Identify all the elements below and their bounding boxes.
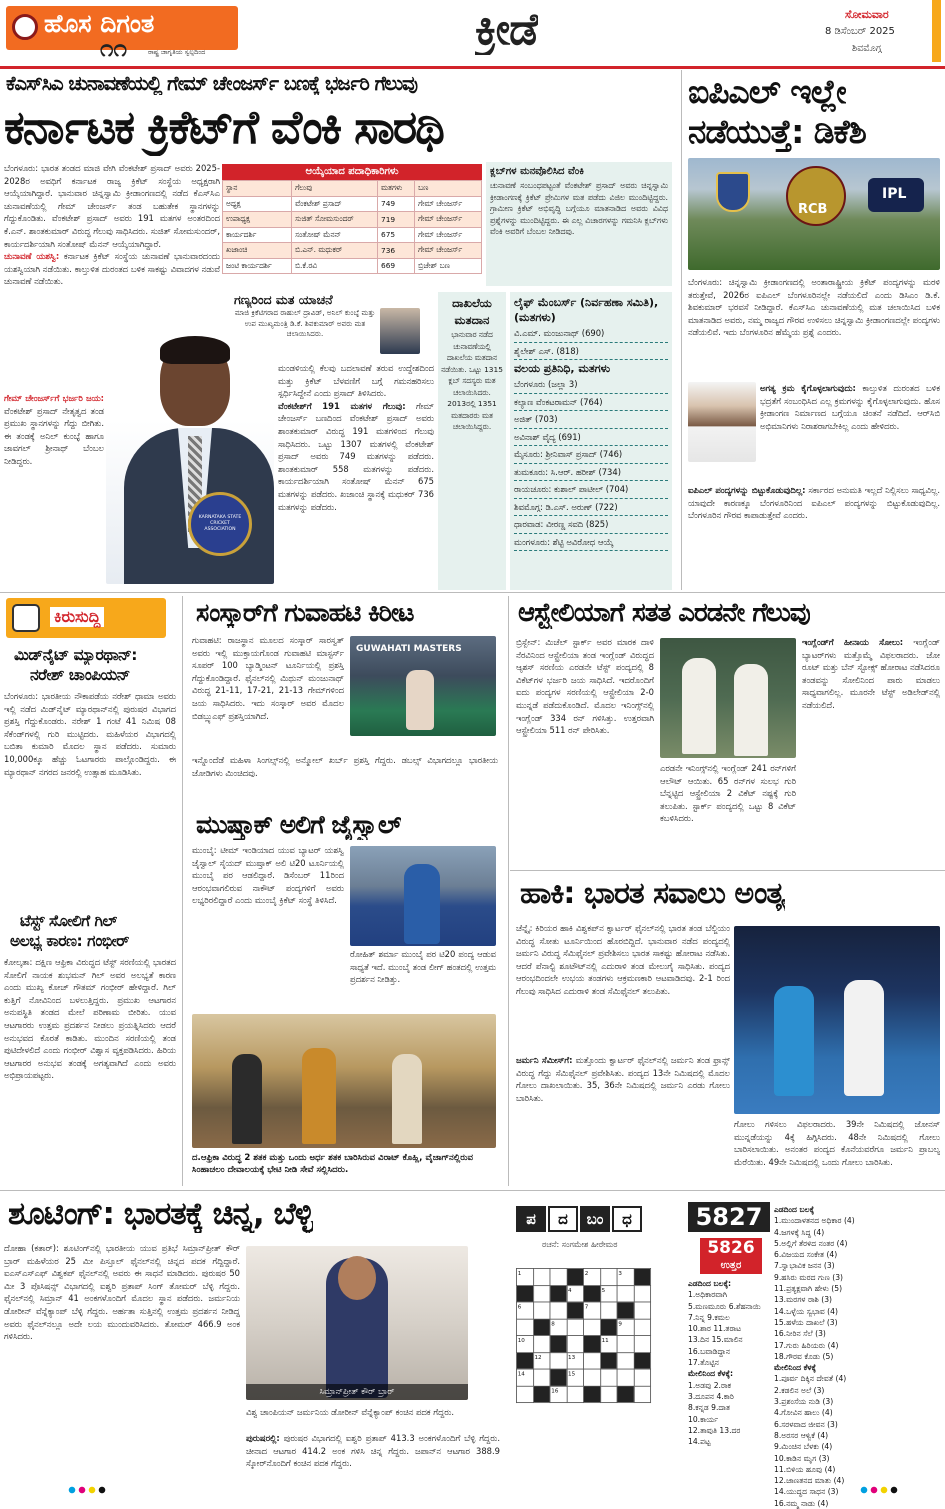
clue-item: 14.ಯುದ್ಧದ ಸಾಧನ (3) <box>774 1487 839 1497</box>
life-box-title: ಲೈಫ್ ಮೆಂಬರ್ಸ್ (ನಿರ್ವಹಣಾ ಸಮಿತಿ), (ಮತಗಳು) <box>514 296 659 324</box>
lead-body-3: ವೆಂಕಟೇಶ್ ಪ್ರಸಾದ್ ನೇತೃತ್ವದ ತಂಡ ಪ್ರಮುಖ ಸ್ಥಾನಗಳನ್ನು ಗೆದ್ದು ಬೀಗಿತು. ಈ ತಂಡಕ್ಕೆ ಅನಿಲ್ ಕುಂಬ್ಳೆ ಹಾಗೂ ಜಾವಗಲ್ ಶ್ರೀನಾಥ್ ಬೆಂಬಲ ನೀಡಿದ್ದರು. <box>4 405 104 466</box>
crossword-row <box>516 1336 650 1353</box>
crossword-cell[interactable] <box>550 1268 567 1285</box>
divider-kiru <box>182 596 183 1186</box>
voting-box <box>438 292 506 590</box>
masthead-day: ಸೋಮವಾರ <box>845 8 889 21</box>
crossword-cell[interactable] <box>516 1319 533 1336</box>
venkatesh-prasad-photo <box>106 332 274 584</box>
divider-mid <box>508 596 509 1186</box>
kohli-caption: ದ.ಆಫ್ರಿಕಾ ವಿರುದ್ಧ 2 ಶತಕ ಮತ್ತು ಒಂದು ಅರ್ಧ ಶತಕ ಬಾರಿಸಿರುವ ವಿರಾಟ್ ಕೊಹ್ಲಿ, ವೈಜಾಗ್‌ನಲ್ಲಿರುವ ಸಿಂಹಾಚಲಂ ದೇವಾಲಯಕ್ಕೆ ಭೇಟಿ ನೀಡಿ ಸೇವೆ ಸಲ್ಲಿಸಿದರು. <box>192 1153 474 1175</box>
clue-item: 1.ಮುಂದಾಳತನದ ಅಧಿಕಾರ (4) <box>774 1216 855 1226</box>
clue-item: 1.ಪೂರ್ವ ದಿಕ್ಕಿನ ದೇವತೆ (4) <box>774 1374 847 1384</box>
clue-item: 12.ಜಾಣತನದ ಮಾತು (4) <box>774 1476 845 1486</box>
aus-sub: ಇಂಗ್ಲೆಂಡ್‌ಗೆ ಹೀನಾಯ ಸೋಲು: <box>802 637 904 647</box>
mushtaq-body-2: ರೋಹಿತ್ ಶರ್ಮಾ ಮುಂಬೈ ಪರ ಟಿ20 ಪಂದ್ಯ ಆಡುವ ಸಾಧ್ಯತೆ ಇದೆ. ಮುಂಬೈ ತಂಡ ಲೀಗ್ ಹಂತದಲ್ಲಿ ಉತ್ತಮ ಪ್ರದರ್ಶನ ನೀಡಿತ್ತು. <box>350 949 496 985</box>
masthead-rule <box>0 66 945 69</box>
puzzle-number-current: 5827 <box>688 1202 770 1232</box>
photo-hair <box>160 336 230 364</box>
cell: ಗೇಮ್ ಚೇಂಜರ್ಸ್ <box>415 227 482 243</box>
answer-item: 3.ದೂಪನ 4.ಕಾರಿ <box>688 1391 734 1401</box>
ipl-body-bottom <box>688 484 940 588</box>
answer-item: 10.ಕಾರ್ಯ <box>688 1414 719 1424</box>
crossword-block-cell <box>567 1302 584 1319</box>
crossword-block-cell <box>516 1285 533 1302</box>
crossword-cell[interactable] <box>584 1319 601 1336</box>
lead-body-2: ಕರ್ನಾಟಕ ಕ್ರಿಕೆಟ್ ಸಂಸ್ಥೆಯ ಚುನಾವಣೆ ಭಾನುವಾರದಂದು ಯಶಸ್ವಿಯಾಗಿ ನಡೆಯಿತು. ಕಾಲ್ತುಳಿತ ದುರಂತದ ಬಳಿಕ ಸಾಕಷ್ಟು ವಿವಾದಗಳ ನಡುವೆ ಚುನಾವಣೆ ನಡೆಯಿತು. <box>4 251 220 287</box>
crossword-cell[interactable] <box>533 1369 550 1386</box>
lead-kicker: ಕೆಎಸ್‌ಸಿಎ ಚುನಾವಣೆಯಲ್ಲಿ ಗೇಮ್ ಚೇಂಜರ್ಸ್ ಬಣಕ್ಕೆ ಭರ್ಜರಿ ಗೆಲುವು <box>6 72 418 95</box>
officials-header-row <box>223 181 482 197</box>
puzzle-title <box>516 1206 654 1234</box>
answer-item: 10.ಶಾರ 11.ತರಾಟ <box>688 1324 742 1334</box>
zone-item: ಅವಿನಾಶ್ ವೈದ್ಯ (691) <box>514 429 668 447</box>
kiru-suddi <box>0 596 180 1186</box>
crossword-row <box>516 1319 650 1336</box>
crossword-row <box>516 1302 650 1319</box>
shooting-body-3-block <box>246 1432 500 1484</box>
section-title: ಕ್ರೀಡೆ <box>475 4 538 55</box>
masthead-date: 8 ಡಿಸೆಂಬರ್ 2025 <box>825 26 895 37</box>
puzzle-byline: ರಚನೆ: ಸಂಗಮೇಶ ಹೀರೇಮಠ <box>542 1240 618 1249</box>
crossword-cell[interactable] <box>567 1336 584 1353</box>
puzzle-title-letter: ದ <box>548 1206 578 1232</box>
clue-item: 9.ಹಸಿರು ಮರದ ಗುಣ (3) <box>774 1272 844 1282</box>
officials-header: ಸ್ಥಾನ <box>223 181 292 197</box>
badminton-photo <box>350 636 496 736</box>
cell: 669 <box>378 258 415 274</box>
crossword-block-cell <box>634 1352 651 1369</box>
player-figure <box>406 670 434 730</box>
cell: ಗೇಮ್ ಚೇಂಜರ್ಸ್ <box>415 212 482 228</box>
life-member-item: ಶೈಲೇಶ್ ಎಸ್. (818) <box>514 343 668 361</box>
zone-title: ವಲಯ ಪ್ರತಿನಿಧಿ, ಮತಗಳು <box>514 362 611 375</box>
clue-item: 16.ನಮ್ಮ ನಾಡು (4) <box>774 1498 829 1508</box>
crossword-cell[interactable] <box>600 1268 617 1285</box>
crossword-block-cell <box>584 1386 601 1403</box>
hockey-sub: ಜರ್ಮನಿ ಸೆಮೀಸ್‌ಗೆ: <box>516 1055 573 1065</box>
lead-sub-2: ಗೇಮ್ ಚೇಂಜರ್ಸ್‌ಗೆ ಭರ್ಜರಿ ಜಯ: <box>4 393 104 403</box>
answer-item: 8.ಕನ್ನಡ 9.ದಾತ <box>688 1403 731 1413</box>
clue-item: 15.ಹಳೆಯ ದಾಖಲೆ (3) <box>774 1317 838 1327</box>
clue-item: 8.ಅರಸರ ಆಳ್ವಿಕೆ (4) <box>774 1430 829 1440</box>
stadium-photo <box>688 158 940 270</box>
cell: ಅಧ್ಯಕ್ಷ <box>223 196 292 212</box>
hockey-headline: ಹಾಕಿ: ಭಾರತ ಸವಾಲು ಅಂತ್ಯ <box>520 876 786 911</box>
group-figure <box>232 1054 262 1144</box>
lead-body-1: ಬೆಂಗಳೂರು: ಭಾರತ ತಂಡದ ಮಾಜಿ ವೇಗಿ ವೆಂಕಟೇಶ್ ಪ್ರಸಾದ್ ಅವರು 2025-2028ರ ಅವಧಿಗೆ ಕರ್ನಾಟಕ ರಾಜ್ಯ ಕ್ರಿಕೆಟ್ ಸಂಸ್ಥೆಯ ಅಧ್ಯಕ್ಷರಾಗಿ ಆಯ್ಕೆಯಾಗಿದ್ದಾರೆ. ಭಾನುವಾರ ಚಿನ್ನಸ್ವಾಮಿ ಕ್ರೀಡಾಂಗಣದಲ್ಲಿ ನಡೆದ ಕೆಎಸ್‌ಸಿಎ ಚುನಾವಣೆಯಲ್ಲಿ ಗೇಮ್ ಚೇಂಜರ್ಸ್ ತಂಡ ಬಹುತೇಕ ಸ್ಥಾನಗಳನ್ನು ಗೆದ್ದುಕೊಂಡಿತು. ವೆಂಕಟೇಶ್ ಪ್ರಸಾದ್ ಅವರು 191 ಮತಗಳ ಅಂತರದಿಂದ ಕೆ.ಎನ್. ಶಾಂತಕುಮಾರ್ ವಿರುದ್ಧ ಗೆಲುವು ಸಾಧಿಸಿದರು. ಸುಜಿತ್ ಸೋಮಸುಂದರ್, ಕಾರ್ಯದರ್ಶಿಯಾಗಿ ಸಂತೋಷ್ ಮೆನನ್ ಆಯ್ಕೆಯಾಗಿದ್ದಾರೆ. <box>4 163 220 249</box>
page-number: ೧೧ <box>100 34 127 62</box>
sanskar-body-2: ಇನ್ನೊಂದೆಡೆ ಮಹಿಳಾ ಸಿಂಗಲ್ಸ್‌ನಲ್ಲಿ ಅನ್ಮೋಲ್ ಖರ್ಬ್ ಪ್ರಶಸ್ತಿ ಗೆದ್ದರು. ಡಬಲ್ಸ್ ವಿಭಾಗದಲ್ಲೂ ಭಾರತೀಯ ಜೋಡಿಗಳು ಮಿಂಚಿದವು. <box>192 755 498 778</box>
clue-item: ಮೇಲಿನಿಂದ ಕೆಳಕ್ಕೆ <box>774 1363 816 1373</box>
registration-marks-left <box>68 1486 128 1494</box>
crossword-cell[interactable] <box>600 1386 617 1403</box>
club-box <box>486 162 672 286</box>
zone-item: ಶಿವಮೊಗ್ಗ: ಡಿ.ಎಸ್. ಅರುಣ್ (722) <box>514 499 668 517</box>
rcb-logo <box>786 166 846 226</box>
clue-item: 4.ಜಗಳಕ್ಕೆ ಸಿದ್ಧ (4) <box>774 1227 825 1237</box>
divider-row1 <box>0 592 945 593</box>
clues-title: ಎಡದಿಂದ ಬಲಕ್ಕೆ <box>774 1205 815 1214</box>
puzzle-number-prev: 5826 <box>700 1238 762 1258</box>
dravid-box <box>234 292 420 356</box>
officials-row <box>223 258 482 274</box>
puzzle-prev-label: ಉತ್ತರ <box>700 1258 762 1274</box>
crossword-row <box>516 1285 650 1302</box>
crossword-cell[interactable] <box>584 1369 601 1386</box>
clue-item: 6.ಸರಳವಾದ ಜೀವನ (3) <box>774 1419 838 1429</box>
hockey-body-2: ಮತ್ತೊಂದು ಕ್ವಾರ್ಟರ್ ಫೈನಲ್‌ನಲ್ಲಿ ಜರ್ಮನಿ ತಂಡ ಫ್ರಾನ್ಸ್ ವಿರುದ್ಧ ಗೆದ್ದು ಸೆಮಿಫೈನಲ್ ಪ್ರವೇಶಿಸಿತು. ಪಂದ್ಯದ 13ನೇ ನಿಮಿಷದಲ್ಲಿ ಮೊದಲ ಗೋಲು ದಾಖಲಾಯಿತು. 35, 36ನೇ ನಿಮಿಷದಲ್ಲಿ ಜರ್ಮನಿ ಎರಡು ಗೋಲು ಬಾರಿಸಿತು. <box>516 1055 730 1103</box>
cell: ವೆಂಕಟೇಶ್ ಪ್ರಸಾದ್ <box>292 196 378 212</box>
kiru-h1a: ಮಿಡ್‌ನೈಟ್ ಮ್ಯಾರಥಾನ್: <box>14 646 138 664</box>
lead-sub-3: ವೆಂಕಟೇಶ್‌ಗೆ 191 ಮತಗಳ ಗೆಲುವು: <box>278 400 406 411</box>
crossword-cell[interactable] <box>617 1369 634 1386</box>
clue-item: 17.ಗುರು ಹಿರಿಯರು (4) <box>774 1340 839 1350</box>
ipl-body-2: ಕಾಲ್ತುಳಿತ ದುರಂತದ ಬಳಿಕ ಭದ್ರತೆಗೆ ಸಂಬಂಧಿಸಿದ ಎಲ್ಲ ಕ್ರಮಗಳನ್ನು ಕೈಗೊಳ್ಳಲಾಗುವುದು. ಹೊಸ ಕ್ರೀಡಾಂಗಣ ನಿರ್ಮಾಣದ ಬಗ್ಗೆಯೂ ಚಿಂತನೆ ನಡೆದಿದೆ. ಆರ್‌ಸಿಬಿ ಅಭಿಮಾನಿಗಳು ನಿರಾಶರಾಗಬೇಕಿಲ್ಲ ಎಂದು ಹೇಳಿದರು. <box>760 383 940 431</box>
clue-item: 11.ಪ್ರತ್ಯಕ್ಷವಾಗಿ ಹೇಳು (5) <box>774 1284 843 1294</box>
logo-emblem-icon <box>12 14 38 40</box>
zone-item: ಮೈಸೂರು: ಶ್ರೀನಿವಾಸ್ ಪ್ರಸಾದ್ (746) <box>514 446 668 464</box>
cell: 736 <box>378 243 415 259</box>
crossword-cell[interactable] <box>584 1352 601 1369</box>
shooting-body-3: ಪುರುಷರ ವಿಭಾಗದಲ್ಲಿ ಐಶ್ವರಿ ಪ್ರತಾಪ್ 413.3 ಅಂಕಗಳೊಂದಿಗೆ ಬೆಳ್ಳಿ ಗೆದ್ದರು. ಚೀನಾದ ಆಟಗಾರ 414.2 ಅಂಕ ಗಳಿಸಿ ಚಿನ್ನ ಗೆದ್ದರು. ಜಪಾನ್‌ನ ಆಟಗಾರ 388.9 ಸ್ಕೋರ್‌ನೊಂದಿಗೆ ಕಂಚಿನ ಪದಕ ಗೆದ್ದರು. <box>246 1433 500 1469</box>
crossword-cell[interactable]: 1 <box>516 1268 533 1285</box>
kiru-label-box <box>6 598 166 638</box>
hockey-body-3: ಗೋಲು ಗಳಿಸಲು ವಿಫಲರಾದರು. 39ನೇ ನಿಮಿಷದಲ್ಲಿ ಜೋನಸ್ ಮುನ್ನಡೆಯನ್ನು 4ಕ್ಕೆ ಹಿಗ್ಗಿಸಿದರು. 48ನೇ ನಿಮಿಷದಲ್ಲಿ ಗೋಲು ಬಾರಿಸಲಾಯಿತು. ಅನಂತರ ಪಂದ್ಯದ ಕೊನೆಯವರೆಗೂ ಜರ್ಮನಿ ಪ್ರಾಬಲ್ಯ ಮೆರೆಯಿತು. 49ನೇ ನಿಮಿಷದಲ್ಲಿ ಒಂದು ಗೋಲು ಬಾರಿಸಿತು. <box>734 1119 940 1167</box>
aus-story <box>512 596 942 868</box>
crossword-block-cell <box>533 1319 550 1336</box>
answer-item: 16.ಬವಾಡಿದ್ದಾನ <box>688 1346 731 1356</box>
crossword-cell[interactable] <box>634 1386 651 1403</box>
group-figure <box>302 1048 336 1144</box>
puzzle-title-letter: ಧ <box>612 1206 642 1232</box>
answer-item: 17.ತೊಟ್ಟಿನ <box>688 1358 719 1368</box>
life-box <box>510 292 672 590</box>
ipl-headline-2: ನಡೆಯುತ್ತೆ: ಡಿಕೆಶಿ <box>688 112 866 151</box>
crossword-cell[interactable]: 8 <box>550 1319 567 1336</box>
crossword-cell[interactable] <box>634 1285 651 1302</box>
crossword-cell[interactable] <box>600 1302 617 1319</box>
crossword-block-cell <box>550 1369 567 1386</box>
hockey-body-2-block <box>516 1054 730 1184</box>
ipl-body-top: ಬೆಂಗಳೂರು: ಚಿನ್ನಸ್ವಾಮಿ ಕ್ರೀಡಾಂಗಣದಲ್ಲಿ ಅಂತಾರಾಷ್ಟ್ರೀಯ ಕ್ರಿಕೆಟ್ ಪಂದ್ಯಗಳನ್ನು ಮರಳಿ ತರುತ್ತೇವೆ, 2026ರ ಐಪಿಎಲ್ ಬೆಂಗಳೂರಿನಲ್ಲೇ ನಡೆಯಲಿದೆ ಎಂದು ಡಿಸಿಎಂ ಡಿ.ಕೆ. ಶಿವಕುಮಾರ್ ಭರವಸೆ ನೀಡಿದ್ದಾರೆ. ಕೆಎಸ್‌ಸಿಎ ಚುನಾವಣೆಯಲ್ಲಿ ಮತ ಚಲಾಯಿಸಿದ ಬಳಿಕ ಮಾತನಾಡಿದ ಅವರು, ನಮ್ಮ ರಾಜ್ಯದ ಗೌರವ ಉಳಿಸಲು ಚಿನ್ನಸ್ವಾಮಿ ಕ್ರೀಡಾಂಗಣದಲ್ಲೇ ಪಂದ್ಯಗಳು ನಡೆಯಲಿವೆ. ಇದು ಬೆಂಗಳೂರಿನ ಹೆಮ್ಮೆಯ ಪ್ರಶ್ನೆ ಎಂದರು. <box>688 277 940 338</box>
cell: 749 <box>378 196 415 212</box>
clue-item: 6.ವಿಜಯದ ಸಂಕೇತ (4) <box>774 1250 838 1260</box>
answer-item: ಮೇಲಿನಿಂದ ಕೆಳಕ್ಕೆ: <box>688 1369 734 1379</box>
clue-item: 18.ಗೌರವ ಕೊಡು (5) <box>774 1351 834 1361</box>
registration-marks-right <box>860 1486 920 1494</box>
ipl-body-mid <box>760 382 940 482</box>
zone-item: ತುಮಕೂರು: ಸಿ.ಆರ್. ಹರೀಶ್ (734) <box>514 464 668 482</box>
cell: ಬ್ರಿಜೇಶ್ ಬಣ <box>415 258 482 274</box>
crossword-row <box>516 1369 650 1386</box>
crossword-cell[interactable] <box>600 1369 617 1386</box>
crossword-cell[interactable]: 10 <box>516 1336 533 1353</box>
puzzle-title-letter: ಪ <box>516 1206 546 1232</box>
officials-row <box>223 212 482 228</box>
masthead-city: ಶಿವಮೊಗ್ಗ <box>852 43 882 54</box>
zone-item: ಬೆಂಗಳೂರು (ಜಲ್ಲಾ 3) <box>514 376 668 394</box>
crossword-block-cell <box>516 1352 533 1369</box>
ipl-sub-2: ಐಪಿಎಲ್ ಪಂದ್ಯಗಳನ್ನು ಬಿಟ್ಟುಕೊಡುವುದಿಲ್ಲ: <box>688 485 806 495</box>
crossword-cell[interactable]: 15 <box>567 1369 584 1386</box>
simranpreet-photo <box>246 1246 468 1400</box>
photo-banner-text: GUWAHATI MASTERS <box>356 644 462 654</box>
clue-item: 3.ಪ್ರಶಂಸೆಯ ನುಡಿ (3) <box>774 1397 834 1407</box>
puzzle-section <box>512 1194 942 1508</box>
officials-row <box>223 196 482 212</box>
puzzle-title-letter: ಬಂ <box>580 1206 610 1232</box>
kohli-photo-block <box>192 1014 502 1184</box>
cell: ಸುಜಿತ್ ಸೋಮಸುಂದರ್ <box>292 212 378 228</box>
cell: ಖಜಾಂಚಿ <box>223 243 292 259</box>
dk-shivakumar-photo <box>688 382 756 462</box>
photo-caption: ಸಿಮ್ರಾನ್‌ಪ್ರೀತ್ ಕೌರ್ ಬ್ರಾರ್ <box>246 1384 468 1400</box>
kiru-label: ಕಿರುಸುದ್ದಿ <box>50 607 104 627</box>
crossword-cell[interactable]: 16 <box>550 1386 567 1403</box>
lead-body-4: ಮಂಡಳಿಯಲ್ಲಿ ಕೆಲವು ಬದಲಾವಣೆ ತರುವ ಉದ್ದೇಶದಿಂದ ಮತ್ತು ಕ್ರಿಕೆಟ್ ಬೆಳವಣಿಗೆ ಬಗ್ಗೆ ಗಮನಹರಿಸಲು ಸ್ಪರ್ಧಿಸಿದ್ದೇನೆ ಎಂದು ಪ್ರಸಾದ್ ತಿಳಿಸಿದರು. <box>278 363 434 399</box>
clue-item: 13.ಮರಗಳ ರಾಶಿ (3) <box>774 1295 832 1305</box>
ipl-logo <box>868 178 924 212</box>
jaiswal-photo <box>350 846 496 946</box>
clue-item: 11.ಬಿಳಿಯ ಹೂವು (4) <box>774 1464 836 1474</box>
ipl-story <box>684 70 942 590</box>
zone-item: ಕಲ್ಯಾಣ ವೆಂಕಟರಾಮನ್ (764) <box>514 394 668 412</box>
ipl-sub-1: ಅಗತ್ಯ ಕ್ರಮ ಕೈಗೊಳ್ಳಲಾಗುವುದು: <box>760 383 856 393</box>
divider-row2 <box>0 1190 945 1191</box>
mushtaq-story <box>186 810 506 1010</box>
officials-table <box>222 180 482 274</box>
crossword-cell[interactable] <box>567 1319 584 1336</box>
dravid-box-body: ಮಾಜಿ ಕ್ರಿಕೆಟಿಗರಾದ ರಾಹುಲ್ ದ್ರಾವಿಡ್, ಅನಿಲ್ ಕುಂಬ್ಳೆ ಮತ್ತು ಉಪ ಮುಖ್ಯಮಂತ್ರಿ ಡಿ.ಕೆ. ಶಿವಕುಮಾರ್ ಅವರು ಮತ ಚಲಾಯಿಸಿದರು. <box>234 308 376 338</box>
crossword-block-cell <box>584 1336 601 1353</box>
cell: ಜಂಟಿ ಕಾರ್ಯದರ್ಶಿ <box>223 258 292 274</box>
answers-title: ಎಡದಿಂದ ಬಲಕ್ಕೆ: <box>688 1279 732 1288</box>
shooting-body-2: ವಿಶ್ವ ಚಾಂಪಿಯನ್ ಜರ್ಮನಿಯ ಡೋರೀನ್ ವೆನ್ನೆಕ್ಯಾಂಪ್ ಕಂಚಿನ ಪದಕ ಗೆದ್ದರು. <box>246 1407 455 1417</box>
crossword-block-cell <box>600 1319 617 1336</box>
cell: 675 <box>378 227 415 243</box>
officials-row <box>223 243 482 259</box>
ksca-emblem-text: KARNATAKA STATE CRICKET ASSOCIATION <box>198 515 242 532</box>
voting-box-body: ಭಾನುವಾರ ನಡೆದ ಚುನಾವಣೆಯಲ್ಲಿ ದಾಖಲೆಯ ಮತದಾನ ನಡೆಯಿತು. ಒಟ್ಟು 1315 ಕ್ಲಬ್ ಸದಸ್ಯರು ಮತ ಚಲಾಯಿಸಿದರು. 2013ರಲ್ಲಿ 1351 ಮತದಾರರು ಮತ ಚಲಾಯಿಸಿದ್ದರು. <box>441 330 503 431</box>
ksca-emblem-icon <box>188 492 252 556</box>
hockey-body: ಚೆನ್ನೈ: ಕಿರಿಯರ ಹಾಕಿ ವಿಶ್ವಕಪ್‌ನ ಕ್ವಾರ್ಟರ್ ಫೈನಲ್‌ನಲ್ಲಿ ಭಾರತ ತಂಡ ಬೆಲ್ಜಿಯಂ ವಿರುದ್ಧ ಸೋತು ಟೂರ್ನಿಯಿಂದ ಹೊರಬಿದ್ದಿದೆ. ಭಾನುವಾರ ನಡೆದ ಪಂದ್ಯದಲ್ಲಿ ಜರ್ಮನಿ ವಿರುದ್ಧ ಸೆಮಿಫೈನಲ್ ಪ್ರವೇಶಿಸಲು ಭಾರತ ಸಾಕಷ್ಟು ಹೋರಾಟ ನಡೆಸಿತು. ಆದರೆ ಪೆನಾಲ್ಟಿ ಶೂಟೌಟ್‌ನಲ್ಲಿ ಎದುರಾಳಿ ತಂಡ ಮೇಲುಗೈ ಸಾಧಿಸಿತು. ಪಂದ್ಯದ ಆರಂಭದಿಂದಲೇ ಉಭಯ ತಂಡಗಳು ಆಕ್ರಮಣಕಾರಿ ಆಟವಾಡಿದವು. 2-1 ರಿಂದ ಗೆಲುವು ಸಾಧಿಸಿದ ಎದುರಾಳಿ ತಂಡ ಸೆಮಿಫೈನಲ್ ತಲುಪಿತು. <box>516 923 730 996</box>
crossword-cell[interactable] <box>516 1386 533 1403</box>
officials-title: ಆಯ್ಕೆಯಾದ ಪದಾಧಿಕಾರಿಗಳು <box>222 164 482 180</box>
shooting-headline: ಶೂಟಿಂಗ್: ಭಾರತಕ್ಕೆ ಚಿನ್ನ, ಬೆಳ್ಳಿ <box>8 1196 313 1232</box>
ipl-body-3: ಸರ್ಕಾರದ ಅನುಮತಿ ಇಲ್ಲದೆ ನಿಲ್ಲಿಸಲು ಸಾಧ್ಯವಿಲ್ಲ. ಯಾವುದೇ ಕಾರಣಕ್ಕೂ ಬೆಂಗಳೂರಿನಿಂದ ಐಪಿಎಲ್ ಪಂದ್ಯಗಳನ್ನು ಬಿಟ್ಟುಕೊಡುವುದಿಲ್ಲ. ಬೆಂಗಳೂರಿನ ಗೌರವ ಕಾಪಾಡುತ್ತೇವೆ ಎಂದರು. <box>688 485 940 521</box>
crossword-row <box>516 1386 650 1403</box>
club-box-title: ಕ್ಲಬ್‌ಗಳ ಮನವೊಲಿಸಿದ ವೆಂಕಿ <box>490 166 584 177</box>
crossword-cell[interactable] <box>533 1268 550 1285</box>
answer-item: 12.ತಾವುತಿ 13.ದರ <box>688 1425 741 1435</box>
crossword-cell[interactable] <box>533 1336 550 1353</box>
crossword-row <box>516 1352 650 1369</box>
crossword-cell[interactable]: 11 <box>600 1336 617 1353</box>
kiru-body-2: ಕೋಲ್ಕತಾ: ದಕ್ಷಿಣ ಆಫ್ರಿಕಾ ವಿರುದ್ಧದ ಟೆಸ್ಟ್ ಸರಣಿಯಲ್ಲಿ ಭಾರತದ ಸೋಲಿಗೆ ನಾಯಕ ಶುಭಮನ್ ಗಿಲ್ ಅವರ ಅಲಭ್ಯತೆ ಕಾರಣ ಎಂದು ಮುಖ್ಯ ಕೋಚ್ ಗೌತಮ್ ಗಂಭೀರ್ ಹೇಳಿದ್ದಾರೆ. ಗಿಲ್ ಕುತ್ತಿಗೆ ನೋವಿನಿಂದ ಬಳಲುತ್ತಿದ್ದರು. ಪ್ರಮುಖ ಆಟಗಾರನ ಅನುಪಸ್ಥಿತಿ ತಂಡದ ಮೇಲೆ ಪರಿಣಾಮ ಬೀರಿತು. ಯುವ ಆಟಗಾರರು ಉತ್ತಮ ಪ್ರದರ್ಶನ ನೀಡಲು ಪ್ರಯತ್ನಿಸಿದರು ಆದರೆ ಅನುಭವದ ಕೊರತೆ ಕಾಡಿತು. ಮುಂದಿನ ಸರಣಿಯಲ್ಲಿ ತಂಡ ಪುಟಿದೇಳಲಿದೆ ಎಂದು ಗಂಭೀರ್ ವಿಶ್ವಾಸ ವ್ಯಕ್ತಪಡಿಸಿದರು. ಹಿರಿಯ ಆಟಗಾರರ ಅನುಭವ ತಂಡಕ್ಕೆ ಅಗತ್ಯವಾಗಿದೆ ಎಂದು ಅವರು ಅಭಿಪ್ರಾಯಪಟ್ಟರು. <box>4 957 176 1081</box>
hand-icon <box>12 604 40 632</box>
zone-item: ಅಜಿತ್ (703) <box>514 411 668 429</box>
masthead-side-bar <box>932 0 941 62</box>
zone-item: ರಾಯಚೂರು: ಕುಶಾಲ್ ಪಾಟೀಲ್ (704) <box>514 481 668 499</box>
clues-list <box>774 1215 942 1509</box>
crossword-cell[interactable] <box>550 1352 567 1369</box>
clue-item: 7.ಸ್ವಾಭಾವಿಕ ಜನನ (3) <box>774 1261 835 1271</box>
bcci-logo-icon <box>716 172 750 212</box>
shooting-sub: ಪುರುಷರಲ್ಲಿ: <box>246 1433 280 1443</box>
rcb-logo-text: RCB <box>798 202 828 217</box>
crossword-cell[interactable]: 5 <box>600 1285 617 1302</box>
clue-item: 9.ಮಿಂಚಿನ ಬೆಳಕು (4) <box>774 1442 833 1452</box>
crossword-block-cell <box>550 1336 567 1353</box>
masthead-tagline: ರಾಷ್ಟ್ರ ಜಾಗೃತಿಯ ಸ್ವಲ್ಪದಿಂದ <box>148 48 206 56</box>
divider-lead <box>681 70 682 590</box>
answer-item: 14.ಪಟ್ಟ <box>688 1437 711 1447</box>
officials-header: ಬಣ <box>415 181 482 197</box>
player-figure <box>774 986 814 1096</box>
athlete-face <box>338 1256 376 1300</box>
divider-aus <box>510 870 945 871</box>
aus-body: ಬ್ರಿಸ್ಬೇನ್: ಮಿಚೆಲ್ ಸ್ಟಾರ್ಕ್ ಅವರ ಮಾರಕ ದಾಳಿ ನೆರವಿನಿಂದ ಆಸ್ಟ್ರೇಲಿಯಾ ತಂಡ ಇಂಗ್ಲೆಂಡ್ ವಿರುದ್ಧದ ಆ್ಯಶಸ್ ಸರಣಿಯ ಎರಡನೇ ಟೆಸ್ಟ್ ಪಂದ್ಯದಲ್ಲಿ 8 ವಿಕೆಟ್‌ಗಳ ಭರ್ಜರಿ ಜಯ ಸಾಧಿಸಿದೆ. ಇದರೊಂದಿಗೆ ಐದು ಪಂದ್ಯಗಳ ಸರಣಿಯಲ್ಲಿ ಆಸ್ಟ್ರೇಲಿಯಾ 2-0 ಮುನ್ನಡೆ ಪಡೆದುಕೊಂಡಿದೆ. ಮೊದಲ ಇನಿಂಗ್ಸ್‌ನಲ್ಲಿ ಇಂಗ್ಲೆಂಡ್ 334 ರನ್ ಗಳಿಸಿತ್ತು. ಉತ್ತರವಾಗಿ ಆಸ್ಟ್ರೇಲಿಯಾ 511 ರನ್ ಪೇರಿಸಿತು. <box>516 637 654 736</box>
crossword-block-cell <box>550 1285 567 1302</box>
crossword-cell[interactable] <box>550 1302 567 1319</box>
crossword-cell[interactable]: 4 <box>567 1285 584 1302</box>
crossword-cell[interactable]: 12 <box>533 1352 550 1369</box>
kiru-h2b: ಅಲಭ್ಯ ಕಾರಣ: ಗಂಭೀರ್ <box>10 932 129 950</box>
kiru-body-1: ಬೆಂಗಳೂರು: ಭಾರತೀಯ ನೌಕಾಪಡೆಯ ನರೇಶ್ ಧಾಮಾ ಅವರು ಇಲ್ಲಿ ನಡೆದ ಮಿಡ್‌ನೈಟ್ ಮ್ಯಾರಥಾನ್‌ನಲ್ಲಿ ಪುರುಷರ ವಿಭಾಗದ ಪ್ರಶಸ್ತಿ ಗೆದ್ದುಕೊಂಡರು. ನರೇಶ್ 1 ಗಂಟೆ 41 ನಿಮಿಷ 08 ಸೆಕೆಂಡ್‌ಗಳಲ್ಲಿ ಗುರಿ ಮುಟ್ಟಿದರು. ಮಹಿಳೆಯರ ವಿಭಾಗದಲ್ಲಿ ಬಬಿತಾ ಕುಮಾರಿ ಮೊದಲ ಸ್ಥಾನ ಪಡೆದರು. ಸುಮಾರು 10,000ಕ್ಕೂ ಹೆಚ್ಚು ಓಟಗಾರರು ಪಾಲ್ಗೊಂಡಿದ್ದರು. ಈ ಮ್ಯಾರಥಾನ್ ನಗರದ ಜನರಲ್ಲಿ ಉತ್ಸಾಹ ಮೂಡಿಸಿತು. <box>4 691 176 777</box>
answers-list <box>688 1289 772 1447</box>
aus-body-3-block <box>802 636 940 866</box>
lead-headline: ಕರ್ನಾಟಕ ಕ್ರಿಕೆಟ್‌ಗೆ ವೆಂಕಿ ಸಾರಥಿ <box>4 100 443 154</box>
aus-body-2: ಎರಡನೇ ಇನಿಂಗ್ಸ್‌ನಲ್ಲಿ ಇಂಗ್ಲೆಂಡ್ 241 ರನ್‌ಗಳಿಗೆ ಆಲೌಟ್ ಆಯಿತು. 65 ರನ್‌ಗಳ ಸುಲಭ ಗುರಿ ಬೆನ್ನಟ್ಟಿದ ಆಸ್ಟ್ರೇಲಿಯಾ 2 ವಿಕೆಟ್ ನಷ್ಟಕ್ಕೆ ಗುರಿ ತಲುಪಿತು. ಸ್ಟಾರ್ಕ್ ಪಂದ್ಯದಲ್ಲಿ ಒಟ್ಟು 8 ವಿಕೆಟ್ ಕಬಳಿಸಿದರು. <box>660 763 796 824</box>
cell: ಗೇಮ್ ಚೇಂಜರ್ಸ್ <box>415 243 482 259</box>
kiru-h2a: ಟೆಸ್ಟ್ ಸೋಲಿಗೆ ಗಿಲ್ <box>20 912 118 930</box>
crossword-cell[interactable] <box>617 1336 634 1353</box>
hockey-photo <box>734 926 940 1114</box>
aus-celebration-photo <box>660 638 796 758</box>
group-figure <box>392 1054 422 1144</box>
answer-item: 5.ಮಣಮೂರು 6.ಶೆಹನಾಯಿ <box>688 1301 761 1311</box>
shooting-body: ದೋಹಾ (ಕತಾರ್): ಶೂಟಿಂಗ್‌ನಲ್ಲಿ ಭಾರತೀಯ ಯುವ ಪ್ರತಿಭೆ ಸಿಮ್ರಾನ್‌ಪ್ರೀತ್ ಕೌರ್ ಬ್ರಾರ್ ಮಹಿಳೆಯರ 25 ಮೀ ಪಿಸ್ತೂಲ್ ಫೈನಲ್‌ನಲ್ಲಿ ಚಿನ್ನದ ಪದಕ ಗೆದ್ದಿದ್ದಾರೆ. ಐಎಸ್‌ಎಸ್‌ಎಫ್ ವಿಶ್ವಕಪ್ ಫೈನಲ್‌ನಲ್ಲಿ ಅವರು ಈ ಸಾಧನೆ ಮಾಡಿದರು. ಪುರುಷರ 50 ಮೀ 3 ಪೊಸಿಷನ್ಸ್ ವಿಭಾಗದಲ್ಲಿ ಐಶ್ವರಿ ಪ್ರತಾಪ್ ಸಿಂಗ್ ತೋಮರ್ ಬೆಳ್ಳಿ ಗೆದ್ದರು. ಫೈನಲ್‌ನಲ್ಲಿ ಸಿಮ್ರಾನ್ 41 ಅಂಕಗಳೊಂದಿಗೆ ಮೊದಲ ಸ್ಥಾನ ಪಡೆದರು. ಜರ್ಮನಿಯ ಡೋರೀನ್ ವೆನ್ನೆಕ್ಯಾಂಪ್ ಬೆಳ್ಳಿ ಗೆದ್ದರು. ಅರ್ಹತಾ ಸುತ್ತಿನಲ್ಲಿ ಉತ್ತಮ ಪ್ರದರ್ಶನ ನೀಡಿದ್ದ ಅವರು ಫೈನಲ್‌ನಲ್ಲೂ ಅದೇ ಲಯ ಮುಂದುವರಿಸಿದರು. ತೋಮರ್ 466.9 ಅಂಕ ಗಳಿಸಿದರು. <box>4 1243 240 1342</box>
sanskar-story <box>186 596 506 806</box>
answer-item: 1.ಅಧಿಕಾರವಾಗಿ <box>688 1290 727 1300</box>
answer-item: 13.ದಿನ 15.ಮಾಲಿನ <box>688 1335 743 1345</box>
kiru-h1b: ನರೇಶ್ ಚಾಂಪಿಯನ್ <box>30 666 130 684</box>
club-box-body: ಚುನಾವಣೆ ಸಂಬಂಧಪಟ್ಟಂತೆ ವೆಂಕಟೇಶ್ ಪ್ರಸಾದ್ ಅವರು ಚಿನ್ನಸ್ವಾಮಿ ಕ್ರೀಡಾಂಗಣಕ್ಕೆ ಕ್ರಿಕೆಟ್ ಪ್ರೇಮಿಗಳ ಮತ ಪಡೆದು ವಿಜಿಲ ಮುಂದಿಟ್ಟಿದ್ದರು. ಗ್ರಾಮೀಣ ಕ್ರಿಕೆಟ್ ಅಭಿವೃದ್ಧಿ ಬಗ್ಗೆಯೂ ಮಾತನಾಡಿದ ಅವರು ವಿವಿಧ ಪ್ರಶ್ನೆಗಳನ್ನು ಮುಂದಿಟ್ಟಿದ್ದರು. ಈ ಎಲ್ಲ ವಿಚಾರಗಳನ್ನು ಗಮನಿಸಿ ಕ್ಲಬ್‌ಗಳು ವೆಂಕಿ ಅವರಿಗೆ ಬೆಂಬಲ ನೀಡಿದವು. <box>490 181 668 237</box>
crossword-block-cell <box>533 1386 550 1403</box>
crossword-cell[interactable] <box>617 1352 634 1369</box>
crossword-block-cell <box>634 1268 651 1285</box>
player-figure <box>734 664 768 756</box>
cell: 719 <box>378 212 415 228</box>
officials-header: ಗೆಲುವು <box>292 181 378 197</box>
lead-sub-1: ಚುನಾವಣೆ ಯಶಸ್ವಿ: <box>4 251 60 262</box>
crossword-cell[interactable]: 6 <box>516 1302 533 1319</box>
cell: ಗೇಮ್ ಚೇಂಜರ್ಸ್ <box>415 196 482 212</box>
hockey-story <box>512 874 942 1186</box>
crossword-grid <box>516 1268 651 1403</box>
lead-body-cont <box>4 392 104 592</box>
kohli-temple-photo <box>192 1014 496 1148</box>
crossword-block-cell <box>600 1352 617 1369</box>
cell: ಕಾರ್ಯದರ್ಶಿ <box>223 227 292 243</box>
crossword-block-cell <box>584 1285 601 1302</box>
aus-headline: ಆಸ್ಟ್ರೇಲಿಯಾಗೆ ಸತತ ಎರಡನೇ ಗೆಲುವು <box>518 598 810 628</box>
cell: ಬಿ.ಎನ್. ಮಧುಕರ್ <box>292 243 378 259</box>
zone-item: ಮಂಗಳೂರು: ಶೆಟ್ಟಿ ಅವಿರೋಧ ಆಯ್ಕೆ <box>514 534 668 552</box>
player-figure <box>682 658 716 754</box>
crossword-cell[interactable] <box>533 1302 550 1319</box>
logo-text: ಹೊಸ ದಿಗಂತ <box>44 9 155 38</box>
answer-item: 1.ಅಡವು 2.ರಾಕ <box>688 1380 732 1390</box>
cell: ಸಂತೋಷ್ ಮೆನನ್ <box>292 227 378 243</box>
sanskar-headline: ಸಂಸ್ಕಾರ್‌ಗೆ ಗುವಾಹಟಿ ಕಿರೀಟ <box>196 598 414 627</box>
clue-item: 10.ಕಾಡಿನ ಮೃಗ (3) <box>774 1453 830 1463</box>
lead-story <box>0 70 680 590</box>
crossword-cell[interactable] <box>567 1386 584 1403</box>
crossword-cell[interactable]: 14 <box>516 1369 533 1386</box>
masthead <box>0 0 945 62</box>
cell: ಬಿ.ಕೆ.ರವಿ <box>292 258 378 274</box>
crossword-cell[interactable] <box>634 1336 651 1353</box>
crossword-cell[interactable]: 2 <box>584 1268 601 1285</box>
life-member-item: ವಿ.ಎಮ್. ಮಂಜುನಾಥ್ (690) <box>514 325 668 343</box>
zone-item: ಧಾರವಾಡ: ವೀರಣ್ಣ ಸವದಿ (825) <box>514 516 668 534</box>
clue-item: 14.ಒಳ್ಳೆಯ ಸ್ವಭಾವ (4) <box>774 1306 838 1316</box>
mushtaq-body: ಮುಂಬೈ: ಟೀಮ್ ಇಂಡಿಯಾದ ಯುವ ಬ್ಯಾಟರ್ ಯಶಸ್ವಿ ಜೈಸ್ವಾಲ್ ಸೈಯದ್ ಮುಷ್ತಾಕ್ ಅಲಿ ಟಿ20 ಟೂರ್ನಿಯಲ್ಲಿ ಮುಂಬೈ ಪರ ಆಡಲಿದ್ದಾರೆ. ಡಿಸೆಂಬರ್ 11ರಿಂದ ಆರಂಭವಾಗಲಿರುವ ನಾಕೌಟ್ ಪಂದ್ಯಗಳಿಗೆ ಅವರು ಲಭ್ಯರಿರಲಿದ್ದಾರೆ ಎಂದು ಮುಂಬೈ ಕ್ರಿಕೆಟ್ ಸಂಸ್ಥೆ ತಿಳಿಸಿದೆ. <box>192 845 344 906</box>
clue-item: 5.ಅಲ್ಲಿಗೆ ತೆರಳಿದ ನಂತರ (4) <box>774 1238 848 1248</box>
officials-header: ಮತಗಳು <box>378 181 415 197</box>
crossword-block-cell <box>617 1386 634 1403</box>
shooting-story <box>0 1194 506 1486</box>
clues-block <box>774 1204 942 1508</box>
clue-item: 2.ಕಡಲಿನ ಅಲೆ (3) <box>774 1385 825 1395</box>
crossword-block-cell <box>567 1268 584 1285</box>
crossword-cell[interactable] <box>634 1302 651 1319</box>
crossword-block-cell <box>617 1302 634 1319</box>
lead-body-5: ಗೇಮ್ ಚೇಂಜರ್ಸ್ ಬಣದಿಂದ ವೆಂಕಟೇಶ್ ಪ್ರಸಾದ್ ಅವರು ಶಾಂತಕುಮಾರ್ ವಿರುದ್ಧ 191 ಮತಗಳಿಂದ ಗೆಲುವು ಸಾಧಿಸಿದರು. ಒಟ್ಟು 1307 ಮತಗಳಲ್ಲಿ ವೆಂಕಟೇಶ್ ಪ್ರಸಾದ್ ಅವರು 749 ಮತಗಳನ್ನು ಪಡೆದರು. ಶಾಂತಕುಮಾರ್ 558 ಮತಗಳನ್ನು ಪಡೆದರು. ಕಾರ್ಯದರ್ಶಿಯಾಗಿ ಸಂತೋಷ್ ಮೆನನ್ 675 ಮತಗಳನ್ನು ಪಡೆದರು. ಖಜಾಂಚಿ ಸ್ಥಾನಕ್ಕೆ ಮಧುಕರ್ 736 ಮತಗಳನ್ನು ಪಡೆದರು. <box>278 400 434 512</box>
crossword-cell[interactable] <box>617 1285 634 1302</box>
cell: ಉಪಾಧ್ಯಕ್ಷ <box>223 212 292 228</box>
crossword-cell[interactable] <box>634 1369 651 1386</box>
clue-item: 4.ಗೋವಿನ ಹಾಲು (4) <box>774 1408 833 1418</box>
lead-body-col3 <box>278 362 434 590</box>
player-figure <box>844 980 884 1096</box>
crossword-cell[interactable] <box>634 1319 651 1336</box>
aus-body-3: ಇಂಗ್ಲೆಂಡ್ ಬ್ಯಾಟರ್‌ಗಳು ಮತ್ತೊಮ್ಮೆ ವಿಫಲರಾದರು. ಜೋ ರೂಟ್ ಮತ್ತು ಬೆನ್ ಸ್ಟೋಕ್ಸ್ ಹೋರಾಟ ನಡೆಸಿದರೂ ತಂಡವನ್ನು ಸೋಲಿನಿಂದ ಪಾರು ಮಾಡಲು ಸಾಧ್ಯವಾಗಲಿಲ್ಲ. ಮೂರನೇ ಟೆಸ್ಟ್ ಅಡಿಲೇಡ್‌ನಲ್ಲಿ ನಡೆಯಲಿದೆ. <box>802 637 940 710</box>
player-figure <box>404 864 440 944</box>
voting-box-title: ದಾಖಲೆಯ ಮತದಾನ <box>452 296 492 327</box>
dravid-photo <box>380 308 420 354</box>
officials-row <box>223 227 482 243</box>
dravid-box-title: ಗಣ್ಯರಿಂದ ಮತ ಯಾಚನೆ <box>234 292 333 307</box>
mushtaq-headline: ಮುಷ್ತಾಕ್ ಅಲಿಗೆ ಜೈಸ್ವಾಲ್ <box>196 810 402 839</box>
sanskar-body: ಗುವಾಹಟಿ: ರಾಜಸ್ಥಾನ ಮೂಲದ ಸಂಸ್ಕಾರ್ ಸಾರಸ್ವತ್ ಅವರು ಇಲ್ಲಿ ಮುಕ್ತಾಯಗೊಂಡ ಗುವಾಹಟಿ ಮಾಸ್ಟರ್ಸ್ ಸೂಪರ್ 100 ಬ್ಯಾಡ್ಮಿಂಟನ್ ಟೂರ್ನಿಯಲ್ಲಿ ಪ್ರಶಸ್ತಿ ಗೆದ್ದುಕೊಂಡಿದ್ದಾರೆ. ಫೈನಲ್‌ನಲ್ಲಿ ಮಿಥುನ್ ಮಂಜುನಾಥ್ ವಿರುದ್ಧ 21-11, 17-21, 21-13 ಗೇಮ್‌ಗಳಿಂದ ಜಯ ಸಾಧಿಸಿದರು. ಇದು ಸಂಸ್ಕಾರ್ ಅವರ ಮೊದಲ ಬಿಡಬ್ಲ್ಯುಎಫ್ ಪ್ರಶಸ್ತಿಯಾಗಿದೆ. <box>192 635 344 721</box>
crossword-cell[interactable]: 13 <box>567 1352 584 1369</box>
answer-item: 7.ನಿನ್ನ 9.ಕಮಲ <box>688 1312 730 1322</box>
crossword-cell[interactable]: 7 <box>584 1302 601 1319</box>
crossword-cell[interactable] <box>533 1285 550 1302</box>
answers-block <box>688 1278 772 1478</box>
ipl-logo-text: IPL <box>882 186 907 202</box>
crossword-cell[interactable]: 3 <box>617 1268 634 1285</box>
crossword-row <box>516 1268 650 1285</box>
clue-item: 16.ನೀರಿನ ಸೆಲೆ (3) <box>774 1329 826 1339</box>
ipl-headline-1: ಐಪಿಎಲ್ ಇಲ್ಲೇ <box>688 72 846 111</box>
crossword-cell[interactable]: 9 <box>617 1319 634 1336</box>
